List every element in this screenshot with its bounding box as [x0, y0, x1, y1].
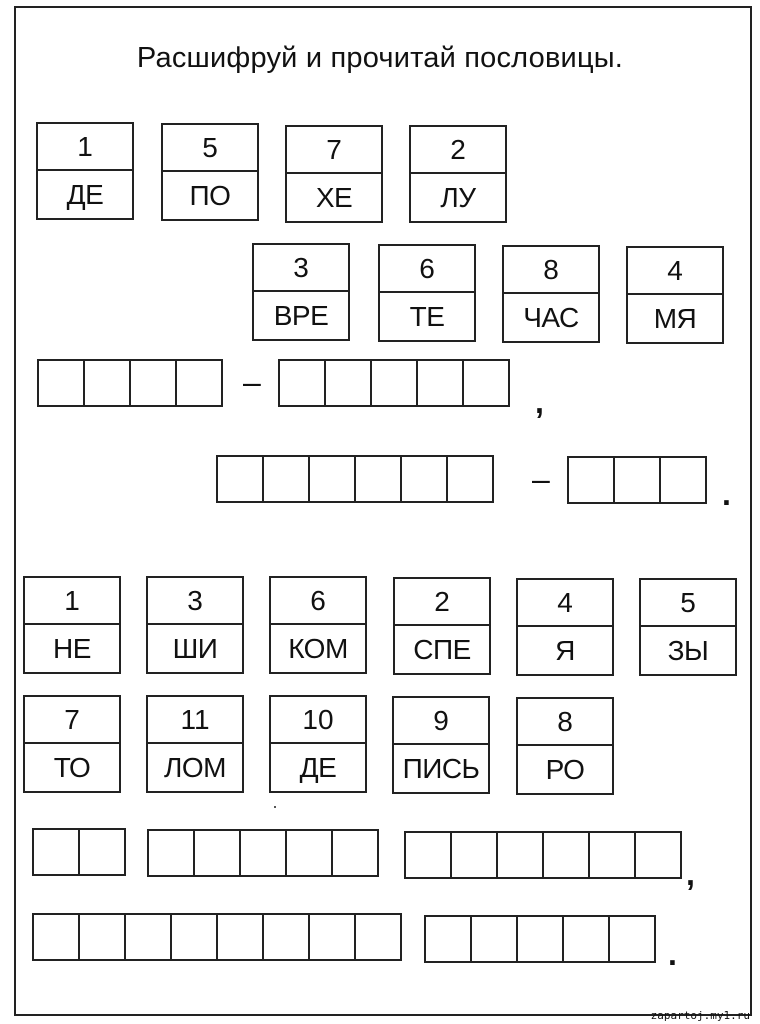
syllable-card: [161, 123, 259, 221]
answer-word-cells[interactable]: [278, 359, 510, 407]
card-syllable: МЯ: [653, 302, 697, 334]
card-number: 7: [287, 127, 381, 174]
card-number: 4: [518, 580, 612, 627]
comma: ,: [535, 384, 544, 420]
period: .: [668, 936, 677, 972]
card-syllable: ЛУ: [440, 181, 476, 213]
letter-cell[interactable]: [37, 359, 85, 407]
syllable-card: [146, 695, 244, 793]
card-number: 8: [518, 699, 612, 746]
card-syllable: РО: [545, 753, 585, 785]
syllable-card: [252, 243, 350, 341]
syllable-card: [23, 695, 121, 793]
card-number: 9: [394, 698, 488, 745]
card-syllable: СПЕ: [413, 633, 471, 665]
card-syllable: ШИ: [172, 632, 218, 664]
syllable-card: [392, 696, 490, 794]
syllable-card: [516, 578, 614, 676]
card-number: 3: [254, 245, 348, 292]
comma: ,: [686, 856, 695, 892]
syllable-card: [626, 246, 724, 344]
card-syllable: ПИСЬ: [402, 752, 480, 784]
card-number: 8: [504, 247, 598, 294]
card-number: 1: [25, 578, 119, 625]
letter-cell[interactable]: [416, 359, 464, 407]
card-syllable: КОМ: [288, 632, 348, 664]
letter-cell[interactable]: [216, 913, 264, 961]
letter-cell[interactable]: [78, 828, 126, 876]
card-number: 5: [163, 125, 257, 172]
card-syllable: ЛОМ: [164, 751, 226, 783]
letter-cell[interactable]: [324, 359, 372, 407]
dash: –: [532, 461, 550, 497]
syllable-card: [516, 697, 614, 795]
card-number: 1: [38, 124, 132, 171]
answer-word-cells[interactable]: [567, 456, 707, 504]
letter-cell[interactable]: [567, 456, 615, 504]
letter-cell[interactable]: [608, 915, 656, 963]
letter-cell[interactable]: [331, 829, 379, 877]
card-number: 10: [271, 697, 365, 744]
syllable-card: [409, 125, 507, 223]
letter-cell[interactable]: [124, 913, 172, 961]
card-number: 4: [628, 248, 722, 295]
card-syllable: НЕ: [53, 632, 91, 664]
answer-word-cells[interactable]: [32, 913, 402, 961]
syllable-card: [378, 244, 476, 342]
letter-cell[interactable]: [470, 915, 518, 963]
letter-cell[interactable]: [462, 359, 510, 407]
letter-cell[interactable]: [588, 831, 636, 879]
letter-cell[interactable]: [634, 831, 682, 879]
answer-word-cells[interactable]: [37, 359, 223, 407]
card-syllable: ДЕ: [66, 178, 104, 210]
letter-cell[interactable]: [83, 359, 131, 407]
card-syllable: ЗЫ: [667, 634, 709, 666]
card-number: 2: [411, 127, 505, 174]
answer-word-cells[interactable]: [32, 828, 126, 876]
letter-cell[interactable]: [175, 359, 223, 407]
card-number: 5: [641, 580, 735, 627]
syllable-card: [285, 125, 383, 223]
card-syllable: ТО: [53, 751, 91, 783]
card-syllable: ПО: [189, 179, 231, 211]
syllable-card: [269, 695, 367, 793]
letter-cell[interactable]: [424, 915, 472, 963]
letter-cell[interactable]: [542, 831, 590, 879]
letter-cell[interactable]: [308, 455, 356, 503]
stray-mark: [274, 806, 276, 808]
card-number: 11: [148, 697, 242, 744]
site-watermark: zapartoj.my1.ru: [650, 1009, 750, 1022]
letter-cell[interactable]: [308, 913, 356, 961]
card-syllable: Я: [555, 634, 575, 666]
card-number: 2: [395, 579, 489, 626]
card-number: 6: [271, 578, 365, 625]
syllable-card: [146, 576, 244, 674]
syllable-card: [36, 122, 134, 220]
letter-cell[interactable]: [262, 913, 310, 961]
letter-cell[interactable]: [404, 831, 452, 879]
answer-word-cells[interactable]: [147, 829, 379, 877]
letter-cell[interactable]: [262, 455, 310, 503]
card-syllable: ХЕ: [315, 181, 353, 213]
dash: –: [243, 364, 261, 400]
card-number: 7: [25, 697, 119, 744]
letter-cell[interactable]: [147, 829, 195, 877]
letter-cell[interactable]: [278, 359, 326, 407]
page-title: Расшифруй и прочитай пословицы.: [136, 42, 624, 74]
letter-cell[interactable]: [659, 456, 707, 504]
letter-cell[interactable]: [32, 828, 80, 876]
letter-cell[interactable]: [216, 455, 264, 503]
syllable-card: [23, 576, 121, 674]
letter-cell[interactable]: [239, 829, 287, 877]
period: .: [722, 476, 731, 512]
letter-cell[interactable]: [354, 455, 402, 503]
letter-cell[interactable]: [613, 456, 661, 504]
syllable-card: [502, 245, 600, 343]
letter-cell[interactable]: [446, 455, 494, 503]
syllable-card: [269, 576, 367, 674]
letter-cell[interactable]: [78, 913, 126, 961]
letter-cell[interactable]: [562, 915, 610, 963]
card-syllable: ЧАС: [523, 301, 579, 333]
letter-cell[interactable]: [285, 829, 333, 877]
card-number: 3: [148, 578, 242, 625]
card-number: 6: [380, 246, 474, 293]
letter-cell[interactable]: [32, 913, 80, 961]
card-syllable: ТЕ: [409, 300, 445, 332]
letter-cell[interactable]: [496, 831, 544, 879]
syllable-card: [393, 577, 491, 675]
answer-word-cells[interactable]: [404, 831, 682, 879]
letter-cell[interactable]: [170, 913, 218, 961]
answer-word-cells[interactable]: [216, 455, 494, 503]
letter-cell[interactable]: [450, 831, 498, 879]
card-syllable: ДЕ: [299, 751, 337, 783]
letter-cell[interactable]: [516, 915, 564, 963]
letter-cell[interactable]: [129, 359, 177, 407]
syllable-card: [639, 578, 737, 676]
card-syllable: ВРЕ: [273, 299, 329, 331]
answer-word-cells[interactable]: [424, 915, 656, 963]
letter-cell[interactable]: [193, 829, 241, 877]
letter-cell[interactable]: [400, 455, 448, 503]
letter-cell[interactable]: [354, 913, 402, 961]
letter-cell[interactable]: [370, 359, 418, 407]
